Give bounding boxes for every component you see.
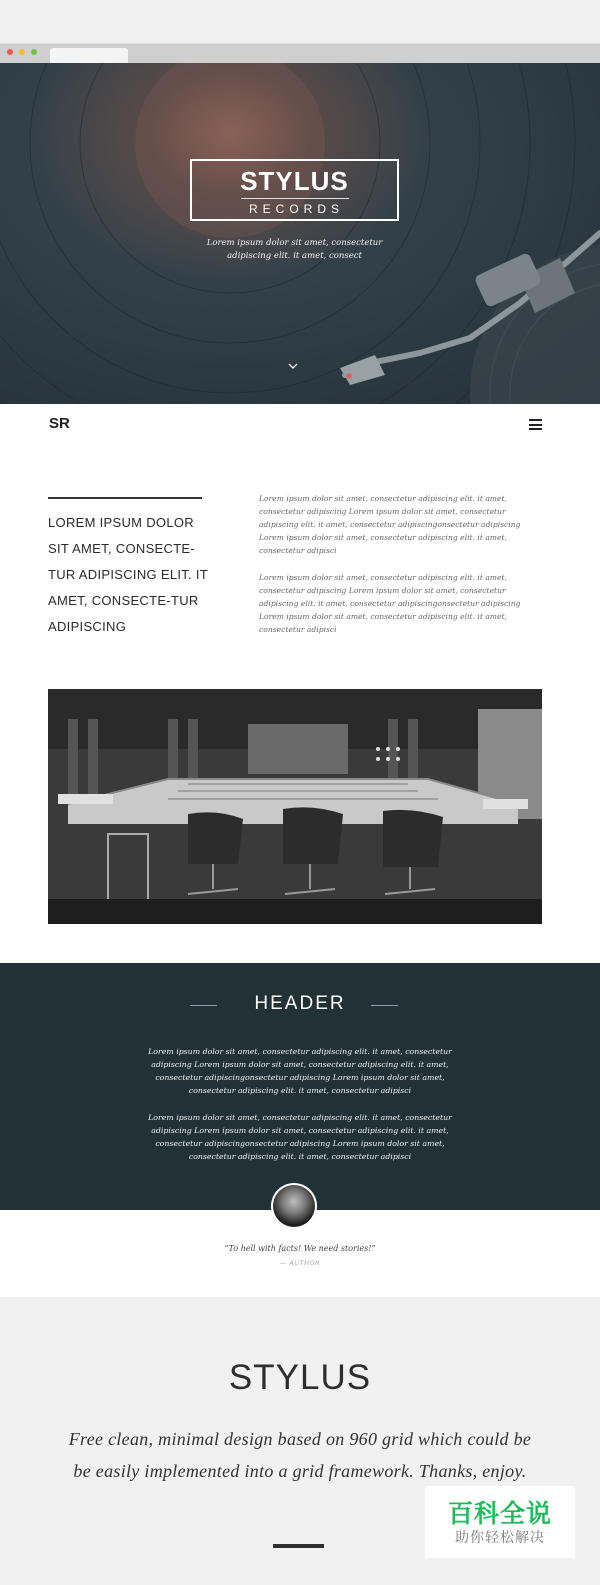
brand-logo[interactable]: SR	[49, 415, 70, 432]
logo-subtitle: RECORDS	[248, 202, 344, 216]
footer-title: STYLUS	[228, 1358, 372, 1397]
studio-photo	[48, 689, 542, 924]
feature-heading: HEADER	[254, 993, 346, 1014]
intro-heading: LOREM IPSUM DOLOR SIT AMET, CONSECTE-TUR ADIPISCING ELIT. IT AMET, CONSECTE-TUR ADIPISCING	[48, 515, 208, 634]
logo-divider	[241, 198, 349, 199]
feature-paragraph-1: Lorem ipsum dolor sit amet, consectetur adipiscing elit. it amet, consectetur adipiscing Lorem ipsum dolor sit amet, consectetur adipiscing elit. it amet, consectetur adipiscingonsectetur adipiscing Lorem ipsum dolor sit amet, consectetur adipiscing elit. it amet, consectetur adipisci	[148, 1047, 452, 1095]
avatar	[271, 1183, 317, 1229]
chevron-down-icon[interactable]	[288, 361, 298, 371]
minimize-window-button[interactable]	[19, 49, 25, 55]
main-section	[0, 404, 600, 963]
watermark-subtitle: 助你轻松解决	[455, 1530, 545, 1546]
footer-description: Free clean, minimal design based on 960 grid which could be be easily implemented into a grid framework. Thanks, enjoy.	[68, 1429, 532, 1481]
vinyl-record-image	[0, 63, 600, 404]
logo-box	[190, 159, 399, 221]
hero-tagline: Lorem ipsum dolor sit amet, consectetur adipiscing elit. it amet, consect	[206, 238, 383, 261]
logo-title: STYLUS	[240, 166, 349, 196]
intro-divider	[48, 497, 202, 499]
intro-paragraph-2: Lorem ipsum dolor sit amet, consectetur adipiscing elit. it amet, consectetur adipiscing Lorem ipsum dolor sit amet, consectetur adipiscing elit. it amet, consectetur adipiscingonsectetur adipiscing Lorem ipsum dolor sit amet, consectetur adipiscing elit. it amet, consectetur adipisci	[259, 573, 521, 634]
watermark-title: 百科全说	[447, 1499, 552, 1528]
hamburger-menu-icon[interactable]	[529, 419, 542, 430]
feature-paragraph-2: Lorem ipsum dolor sit amet, consectetur adipiscing elit. it amet, consectetur adipiscing Lorem ipsum dolor sit amet, consectetur adipiscing elit. it amet, consectetur adipiscingonsectetur adipiscing Lorem ipsum dolor sit amet, consectetur adipiscing elit. it amet, consectetur adipisci	[148, 1113, 452, 1161]
close-window-button[interactable]	[7, 49, 13, 55]
footer-divider	[273, 1544, 324, 1548]
watermark-badge	[425, 1486, 575, 1558]
intro-paragraph-1: Lorem ipsum dolor sit amet, consectetur adipiscing elit. it amet, consectetur adipiscing Lorem ipsum dolor sit amet, consectetur adipiscing elit. it amet, consectetur adipiscingonsectetur adipiscing Lorem ipsum dolor sit amet, consectetur adipiscing elit. it amet, consectetur adipisci	[259, 494, 521, 555]
testimonial-author: — AUTHOR	[279, 1259, 321, 1267]
testimonial-quote: “To hell with facts! We need stories!”	[224, 1244, 376, 1253]
hero-section	[0, 63, 600, 404]
maximize-window-button[interactable]	[31, 49, 37, 55]
browser-tab[interactable]	[50, 48, 128, 64]
browser-bar	[0, 43, 600, 63]
feature-section	[0, 963, 600, 1210]
heading-line-right	[371, 1005, 398, 1006]
